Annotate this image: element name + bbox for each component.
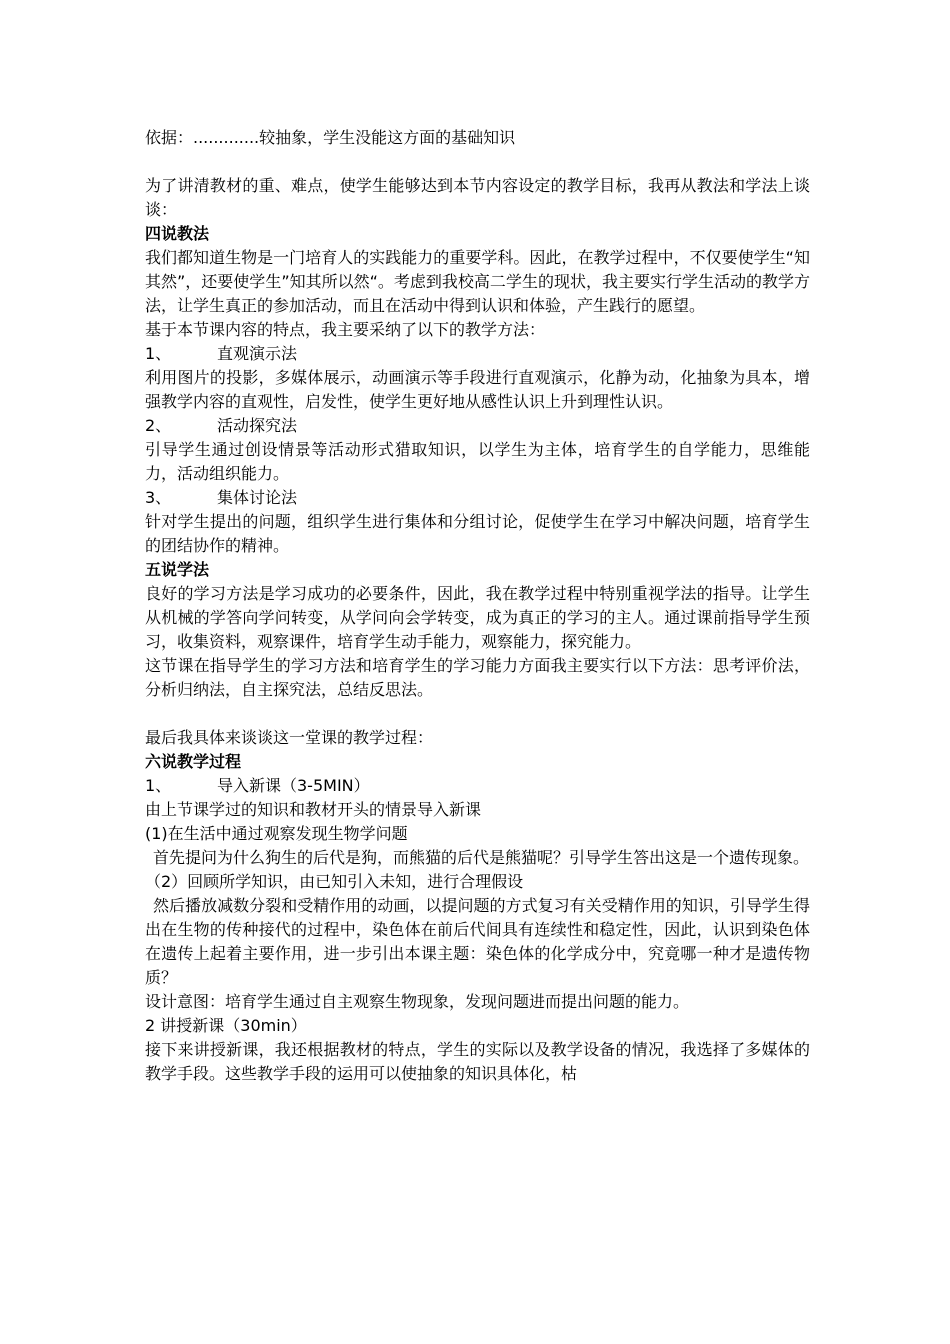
document-body: [145, 126, 810, 1086]
paragraph: 针对学生提出的问题，组织学生进行集体和分组讨论，促使学生在学习中解决问题，培育学生的团结协作的精神。: [145, 512, 810, 555]
subpoint-2-title: （2）回顾所学知识，由已知引入未知，进行合理假设: [145, 872, 524, 891]
methods-intro: 为了讲清教材的重、难点，使学生能够达到本节内容设定的教学目标，我再从教法和学法上谈谈：: [145, 176, 810, 219]
paragraph: 良好的学习方法是学习成功的必要条件，因此，我在教学过程中特别重视学法的指导。让学生从机械的学答向学问转变，从学问向会学转变，成为真正的学习的主人。通过课前指导学生预习，收集资料，观察课件，培育学生动手能力，观察能力，探究能力。: [145, 584, 810, 651]
section-heading-learning-methods: 五说学法: [145, 560, 210, 579]
blank-line: [145, 150, 810, 174]
item-title: 导入新课（3-5MIN）: [217, 776, 370, 795]
paragraph: 我们都知道生物是一门培育人的实践能力的重要学科。因此，在教学过程中，不仅要使学生“知其然”，还要使学生”知其所以然“。考虑到我校高二学生的现状，我主要实行学生活动的教学方法，让学生真正的参加活动，而且在活动中得到认识和体验，产生践行的愿望。: [145, 248, 810, 315]
paragraph: 接下来讲授新课，我还根据教材的特点，学生的实际以及教学设备的情况，我选择了多媒体的教学手段。这些教学手段的运用可以使抽象的知识具体化，枯: [145, 1040, 810, 1083]
item-number: 1、: [145, 344, 172, 363]
item-title: 直观演示法: [217, 344, 298, 363]
item-number: 1、: [145, 776, 172, 795]
method-item-1-heading: [145, 342, 810, 366]
section-heading-teaching-methods: 四说教法: [145, 224, 210, 243]
item-title: 集体讨论法: [217, 488, 298, 507]
paragraph: 由上节课学过的知识和教材开头的情景导入新课: [145, 800, 482, 819]
paragraph: 这节课在指导学生的学习方法和培育学生的学习能力方面我主要实行以下方法：思考评价法，分析归纳法，自主探究法，总结反思法。: [145, 656, 810, 699]
blank-line: [145, 702, 810, 726]
item-number: 3、: [145, 488, 172, 507]
paragraph: 引导学生通过创设情景等活动形式猎取知识，以学生为主体，培育学生的自学能力，思维能力，活动组织能力。: [145, 440, 810, 483]
basis-line: 依据：.............较抽象，学生没能这方面的基础知识: [145, 128, 516, 147]
paragraph: 基于本节课内容的特点，我主要采纳了以下的教学方法：: [145, 320, 546, 339]
paragraph: 利用图片的投影，多媒体展示，动画演示等手段进行直观演示，化静为动，化抽象为具本，增强教学内容的直观性，启发性，使学生更好地从感性认识上升到理性认识。: [145, 368, 810, 411]
paragraph: 然后播放减数分裂和受精作用的动画，以提问题的方式复习有关受精作用的知识，引导学生得出在生物的传种接代的过程中，染色体在前后代间具有连续性和稳定性，因此，认识到染色体在遗传上起着主要作用，进一步引出本课主题：染色体的化学成分中，究竟哪一种才是遗传物质？: [145, 896, 810, 987]
step-1-heading: [145, 774, 810, 798]
design-intent: 设计意图：培育学生通过自主观察生物现象，发现问题进而提出问题的能力。: [145, 992, 690, 1011]
step-2-heading: 2 讲授新课（30min）: [145, 1016, 307, 1035]
method-item-2-heading: [145, 414, 810, 438]
process-intro: 最后我具体来谈谈这一堂课的教学过程：: [145, 728, 434, 747]
section-heading-teaching-process: 六说教学过程: [145, 752, 242, 771]
item-number: 2、: [145, 416, 172, 435]
subpoint-1-title: (1)在生活中通过观察发现生物学问题: [145, 824, 408, 843]
method-item-3-heading: [145, 486, 810, 510]
item-title: 活动探究法: [217, 416, 298, 435]
paragraph: 首先提问为什么狗生的后代是狗，而熊猫的后代是熊猫呢？引导学生答出这是一个遗传现象。: [153, 848, 810, 867]
